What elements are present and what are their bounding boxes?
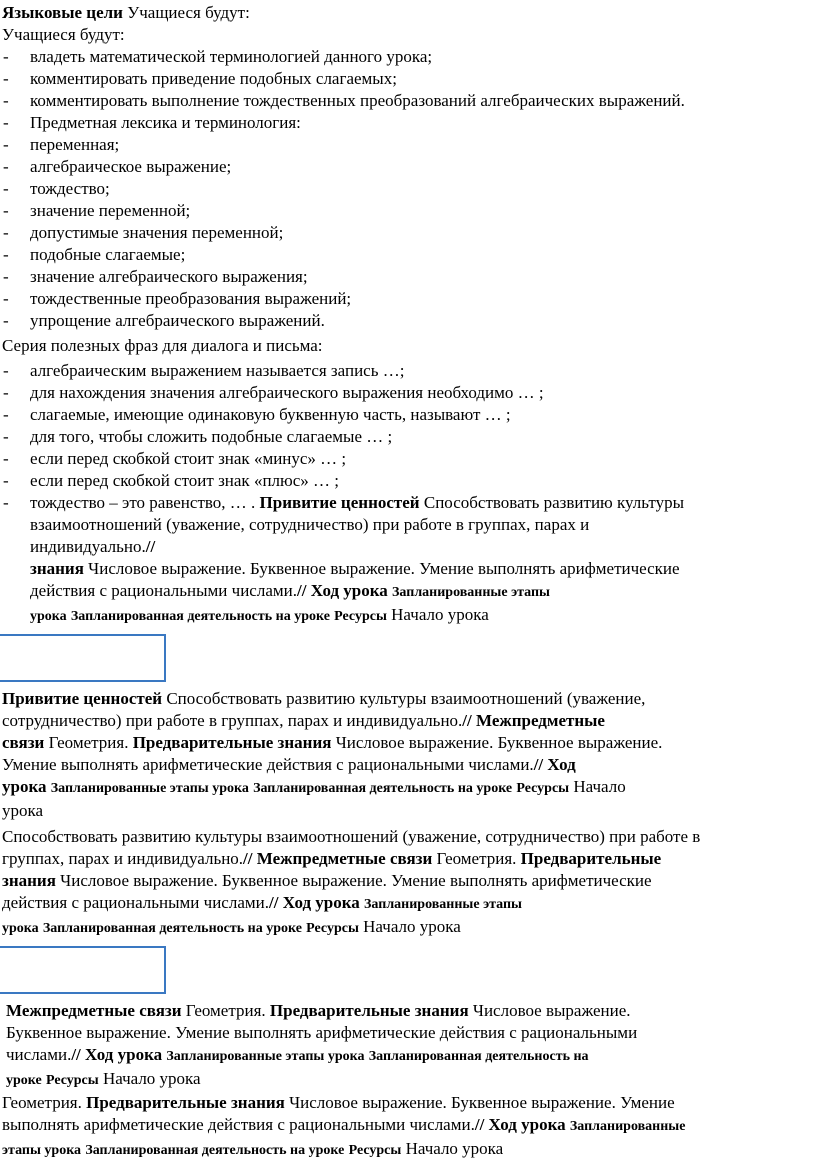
list-item-text: тождество; [30, 179, 110, 198]
list-item [0, 470, 816, 492]
list-item [0, 244, 816, 266]
block1-line: индивидуально.// [30, 537, 156, 556]
resources-heading: Ресурсы [45, 1073, 99, 1088]
list-dash: - [3, 245, 9, 264]
list-item-text: для нахождения значения алгебраического выражения необходимо … ; [30, 383, 544, 402]
header-after: Учащиеся будут: [122, 3, 250, 22]
lesson-start: Начало урока [102, 1069, 201, 1088]
block3-text: группах, парах и индивидуально. [2, 849, 244, 868]
list-item [0, 156, 816, 178]
block2-line: сотрудничество) при работе в группах, парах и индивидуально.// Межпредметные [2, 711, 605, 730]
header-line [0, 2, 816, 24]
list-item-text: Предметная лексика и терминология: [30, 113, 301, 132]
list-item-text: слагаемые, имеющие одинаковую буквенную часть, называют … ; [30, 405, 511, 424]
list-dash: - [3, 289, 9, 308]
block4-text: Геометрия. [181, 1001, 266, 1020]
list-item [0, 112, 816, 134]
block4-text: Числовое выражение. [468, 1001, 631, 1020]
phrases-title: Серия полезных фраз для диалога и письма: [2, 336, 323, 355]
block2-line: Умение выполнять арифметические действия с рациональными числами.// Ход [2, 755, 576, 774]
list-item [0, 404, 816, 426]
block3-text: Геометрия. [432, 849, 517, 868]
list-item [0, 288, 816, 310]
list-item-text: если перед скобкой стоит знак «минус» … ; [30, 449, 347, 468]
intro-line: Учащиеся будут: [2, 25, 125, 44]
block2-text: Способствовать развитию культуры взаимоотношений (уважение, [162, 689, 646, 708]
block3-line: действия с рациональными числами.// Ход урока Запланированные этапы [2, 893, 522, 912]
lesson-start: Начало [573, 777, 626, 796]
list-dash: - [3, 427, 9, 446]
block1-text: индивидуально. [30, 537, 146, 556]
prior-knowledge-heading: Предварительные знания [132, 733, 332, 752]
block-5 [0, 1092, 816, 1162]
interdisciplinary-heading: Межпредметные [476, 711, 605, 730]
list-item-text: значение алгебраического выражения; [30, 267, 308, 286]
block1-text: действия с рациональными числами. [30, 581, 297, 600]
list-item [0, 360, 816, 382]
planned-activity-heading: Запланированная деятельность на уроке [70, 609, 330, 624]
list-item [0, 90, 816, 112]
block1-text: урока [30, 609, 67, 624]
list-dash: - [3, 383, 9, 402]
list-item-text: алгебраическим выражением называется запись …; [30, 361, 405, 380]
list-dash: - [3, 201, 9, 220]
planned-stages-heading: Запланированные [569, 1119, 686, 1134]
block4-line [4, 1000, 816, 1022]
lesson-flow-heading: Ход урока [310, 581, 388, 600]
block2-text: связи [2, 733, 45, 752]
planned-stages-heading: Запланированные этапы урока [166, 1049, 365, 1064]
list-item [0, 46, 816, 68]
block2-text: урока [2, 801, 44, 820]
list-dash: - [3, 135, 9, 154]
block5-line [0, 1092, 816, 1114]
interdisciplinary-heading: Межпредметные связи [256, 849, 433, 868]
block3-text: действия с рациональными числами. [2, 893, 269, 912]
list-item [0, 68, 816, 90]
list-dash: - [3, 493, 9, 512]
block2-line [0, 688, 816, 710]
list-item [0, 178, 816, 200]
block-4 [0, 1000, 816, 1092]
list-item [0, 134, 816, 156]
lesson-flow-heading: Ход урока [282, 893, 360, 912]
list-dash: - [3, 361, 9, 380]
block3-text: Числовое выражение. Буквенное выражение. Умение выполнять арифметические [55, 871, 652, 890]
block2-text: Умение выполнять арифметические действия с рациональными числами. [2, 755, 534, 774]
block1-text: Числовое выражение. Буквенное выражение. Умение выполнять арифметические [83, 559, 680, 578]
block3-text: знания [2, 871, 56, 890]
lesson-flow-heading: Ход урока [85, 1045, 163, 1064]
block5-text: выполнять арифметические действия с рациональными числами. [2, 1115, 475, 1134]
block5-text: этапы урока [2, 1143, 82, 1158]
block2-text: урока [2, 777, 47, 796]
planned-activity-heading: Запланированная деятельность на уроке [85, 1143, 345, 1158]
block-1 [0, 492, 816, 628]
list-item-text: комментировать приведение подобных слагаемых; [30, 69, 397, 88]
block3-text: Способствовать развитию культуры взаимоотношений (уважение, сотрудничество) при работе в [2, 827, 701, 846]
planned-activity-heading: Запланированная деятельность на [368, 1049, 589, 1064]
list-item-text: переменная; [30, 135, 120, 154]
table-frame [0, 946, 166, 994]
block4-text: уроке [6, 1073, 42, 1088]
list-item-text: значение переменной; [30, 201, 191, 220]
block4-text: Буквенное выражение. Умение выполнять арифметические действия с рациональными [6, 1023, 638, 1042]
list-item-text: алгебраическое выражение; [30, 157, 232, 176]
block1-line [0, 604, 816, 628]
interdisciplinary-heading: Межпредметные связи [6, 1001, 182, 1020]
block5-text: Геометрия. [2, 1093, 82, 1112]
list-item [0, 426, 816, 448]
list-dash: - [3, 471, 9, 490]
block1-text: Способствовать развитию культуры [419, 493, 684, 512]
lesson-start: Начало урока [405, 1139, 504, 1158]
block5-line: выполнять арифметические действия с рациональными числами.// Ход урока Запланированные [2, 1115, 686, 1134]
lesson-start: Начало урока [391, 605, 489, 624]
list-item-text: владеть математической терминологией данного урока; [30, 47, 433, 66]
lesson-flow-heading: Ход [547, 755, 576, 774]
list-item-text: для того, чтобы сложить подобные слагаемые … ; [30, 427, 393, 446]
list-item [0, 448, 816, 470]
list-dash: - [3, 47, 9, 66]
block2-text: Геометрия. [44, 733, 129, 752]
block2-line [0, 776, 816, 800]
goals-list [0, 46, 816, 332]
list-dash: - [3, 91, 9, 110]
block2-line [0, 732, 816, 754]
phrases-list [0, 360, 816, 492]
planned-activity-heading: Запланированная деятельность на уроке [253, 781, 513, 796]
block4-line [4, 1068, 816, 1092]
list-item-text: допустимые значения переменной; [30, 223, 284, 242]
block3-line [0, 916, 816, 940]
list-dash: - [3, 311, 9, 330]
prior-knowledge-heading: Предварительные [520, 849, 662, 868]
lesson-start: Начало урока [363, 917, 461, 936]
block4-text: числами. [6, 1045, 72, 1064]
planned-stages-heading: Запланированные этапы [364, 897, 522, 912]
list-item-text: комментировать выполнение тождественных преобразований алгебраических выражений. [30, 91, 685, 110]
knowledge-heading: знания [30, 559, 84, 578]
list-item [0, 222, 816, 244]
list-item [0, 200, 816, 222]
block5-line [0, 1138, 816, 1162]
block3-line [0, 870, 816, 892]
list-item-text: подобные слагаемые; [30, 245, 186, 264]
list-dash: - [3, 449, 9, 468]
lesson-flow-heading: Ход урока [488, 1115, 566, 1134]
block2-text: сотрудничество) при работе в группах, парах и индивидуально. [2, 711, 463, 730]
resources-heading: Ресурсы [516, 781, 570, 796]
list-dash: - [3, 223, 9, 242]
block3-line: группах, парах и индивидуально.// Межпредметные связи Геометрия. Предварительные [2, 849, 662, 868]
block-3 [0, 826, 816, 940]
resources-heading: Ресурсы [348, 1143, 402, 1158]
resources-heading: Ресурсы [334, 609, 387, 624]
block1-line [0, 558, 816, 580]
block1-text: взаимоотношений (уважение, сотрудничество) при работе в группах, парах и [30, 515, 590, 534]
list-item-text: упрощение алгебраического выражений. [30, 311, 325, 330]
planned-stages-heading: Запланированные этапы урока [50, 781, 249, 796]
list-dash: - [3, 179, 9, 198]
block1-text: тождество – это равенство, … . [30, 493, 256, 512]
list-dash: - [3, 157, 9, 176]
list-item [0, 382, 816, 404]
list-dash: - [3, 405, 9, 424]
block-2 [0, 688, 816, 822]
list-item [0, 266, 816, 288]
list-item [0, 310, 816, 332]
list-dash: - [3, 69, 9, 88]
list-item-text: тождественные преобразования выражений; [30, 289, 352, 308]
header-title: Языковые цели [2, 3, 123, 22]
block5-text: Числовое выражение. Буквенное выражение. Умение [284, 1093, 675, 1112]
list-item [0, 492, 816, 514]
block1-line: действия с рациональными числами.// Ход урока Запланированные этапы [30, 581, 550, 600]
block4-line: числами.// Ход урока Запланированные этапы урока Запланированная деятельность на [6, 1045, 589, 1064]
list-dash: - [3, 113, 9, 132]
table-frame [0, 634, 166, 682]
prior-knowledge-heading: Предварительные знания [86, 1093, 285, 1112]
prior-knowledge-heading: Предварительные знания [269, 1001, 469, 1020]
list-item-text: если перед скобкой стоит знак «плюс» … ; [30, 471, 339, 490]
resources-heading: Ресурсы [306, 921, 359, 936]
values-heading: Привитие ценностей [2, 689, 163, 708]
planned-activity-heading: Запланированная деятельность на уроке [42, 921, 302, 936]
planned-stages-heading: Запланированные этапы [392, 585, 550, 600]
list-dash: - [3, 267, 9, 286]
block2-text: Числовое выражение. Буквенное выражение. [331, 733, 663, 752]
values-heading: Привитие ценностей [259, 493, 420, 512]
block3-text: урока [2, 921, 39, 936]
